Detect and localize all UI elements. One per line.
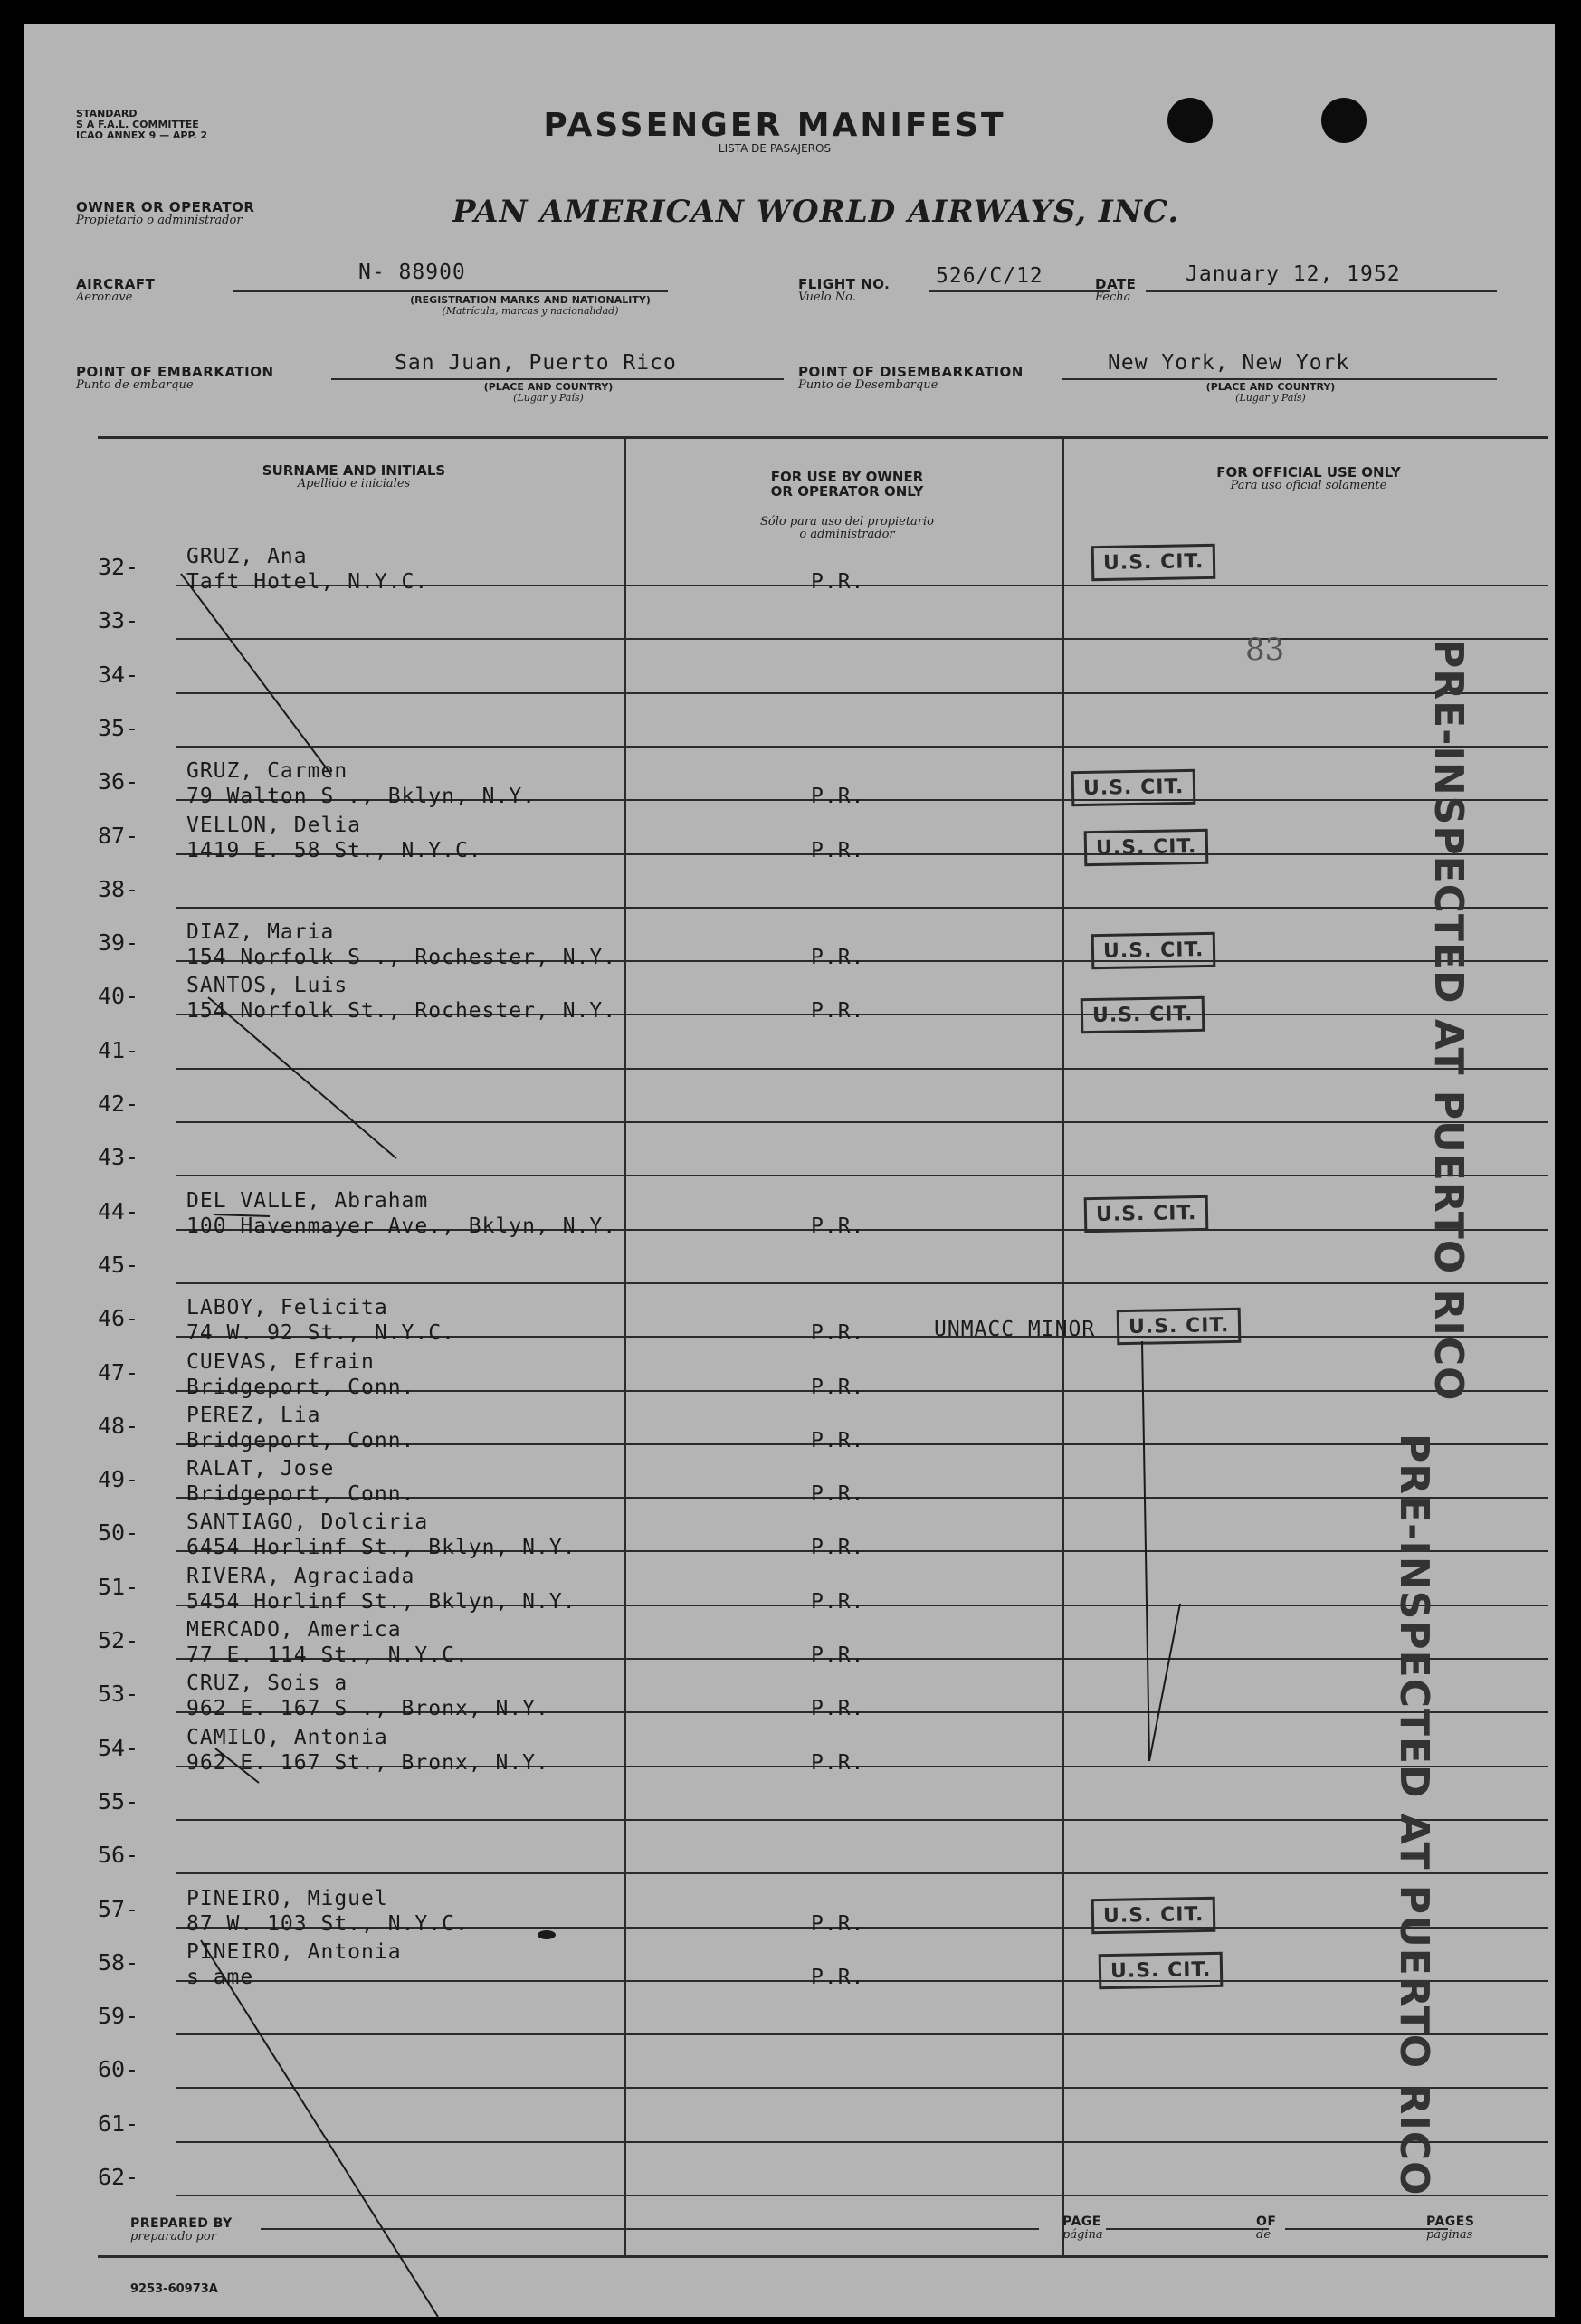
passenger-address: 6454 Horlinf St., Bklyn, N.Y. xyxy=(186,1536,576,1560)
row-number: 42- xyxy=(98,1091,139,1117)
official-header: FOR OFFICIAL USE ONLY xyxy=(1216,464,1401,481)
row-number: 87- xyxy=(98,822,139,849)
date-label: DATE xyxy=(1095,276,1137,292)
prepared-by-underline xyxy=(261,2228,1039,2230)
row-number: 60- xyxy=(98,2056,139,2083)
remark-note: UNMACC MINOR xyxy=(934,1318,1096,1342)
strike-line xyxy=(214,1214,270,1216)
origin-code: P.R. xyxy=(811,1428,865,1452)
pages-label-es: páginas xyxy=(1426,2228,1473,2242)
origin-code: P.R. xyxy=(811,1482,865,1507)
passenger-name: MERCADO, America xyxy=(186,1618,402,1642)
passenger-address: 154 Norfolk S ., Rochester, N.Y. xyxy=(186,946,617,970)
origin-code: P.R. xyxy=(811,1750,865,1775)
disembark-label-es: Punto de Desembarque xyxy=(798,378,938,392)
row-number: 43- xyxy=(98,1144,139,1171)
of-label-block xyxy=(1256,2215,1276,2242)
operator-name: PAN AMERICAN WORLD AIRWAYS, INC. xyxy=(452,194,1180,230)
date-value: January 12, 1952 xyxy=(1186,262,1401,286)
citizenship-stamp: U.S. CIT. xyxy=(1081,996,1205,1033)
row-number: 56- xyxy=(98,1842,139,1869)
passenger-address: Bridgeport, Conn. xyxy=(186,1482,415,1507)
strike-line xyxy=(181,574,331,775)
row-number: 40- xyxy=(98,983,139,1010)
date-label-es: Fecha xyxy=(1095,290,1131,304)
blank-row-strike-marks xyxy=(24,24,1555,2317)
strike-line xyxy=(1149,1604,1180,1761)
citizenship-stamp: U.S. CIT. xyxy=(1099,1952,1224,1989)
strike-line xyxy=(215,1748,259,1783)
passenger-name: PINEIRO, Antonia xyxy=(186,1939,402,1964)
passenger-address: 1419 E. 58 St., N.Y.C. xyxy=(186,838,482,862)
row-number: 51- xyxy=(98,1573,139,1600)
pre-inspected-stamp: PRE-INSPECTED AT PUERTO RICO xyxy=(1391,1433,1437,2196)
passenger-address: 154 Norfolk St., Rochester, N.Y. xyxy=(186,999,617,1024)
row-number: 38- xyxy=(98,875,139,902)
pages-label: PAGES xyxy=(1426,2214,1475,2229)
passenger-address: Bridgeport, Conn. xyxy=(186,1428,415,1452)
owner-use-header: FOR USE BY OWNER OR OPERATOR ONLY xyxy=(770,469,924,500)
passenger-name: CRUZ, Sois a xyxy=(186,1672,348,1696)
page-title: PASSENGER MANIFEST xyxy=(543,107,1006,144)
origin-code: P.R. xyxy=(811,838,865,862)
origin-code: P.R. xyxy=(811,1214,865,1238)
aircraft-value: N- 88900 xyxy=(358,261,466,284)
row-number: 62- xyxy=(98,2164,139,2190)
page-count-mark: 83 xyxy=(1245,632,1285,668)
ink-blot xyxy=(538,1930,556,1939)
row-number: 44- xyxy=(98,1197,139,1224)
surname-header-es: Apellido e iniciales xyxy=(297,477,411,491)
passenger-name: SANTOS, Luis xyxy=(186,974,348,998)
citizenship-stamp: U.S. CIT. xyxy=(1091,544,1216,581)
row-number: 34- xyxy=(98,661,139,688)
row-number: 35- xyxy=(98,714,139,741)
row-number: 48- xyxy=(98,1412,139,1439)
surname-header: SURNAME AND INITIALS xyxy=(262,462,446,479)
prepared-by-label-es: preparado por xyxy=(130,2230,216,2243)
owner-use-header-es: Sólo para uso del propietario o administrador xyxy=(759,515,935,541)
passenger-address: 77 E. 114 St., N.Y.C. xyxy=(186,1643,469,1667)
flight-value: 526/C/12 xyxy=(936,264,1043,288)
row-number: 61- xyxy=(98,2110,139,2137)
origin-code: P.R. xyxy=(811,1589,865,1614)
place-caption-es: (Lugar y País) xyxy=(513,392,584,404)
row-number: 59- xyxy=(98,2003,139,2030)
form-ref-line: S A F.A.L. COMMITTEE xyxy=(76,119,199,130)
origin-code: P.R. xyxy=(811,946,865,970)
origin-code: P.R. xyxy=(811,999,865,1024)
row-number: 49- xyxy=(98,1466,139,1493)
origin-code: P.R. xyxy=(811,1375,865,1399)
strike-line xyxy=(1142,1341,1149,1761)
passenger-name: DEL VALLE, Abraham xyxy=(186,1188,429,1213)
of-label: OF xyxy=(1256,2214,1277,2229)
owner-label-es: Propietario o administrador xyxy=(76,214,243,227)
passenger-name: CUEVAS, Efrain xyxy=(186,1349,375,1374)
page-label-es: página xyxy=(1062,2228,1103,2242)
passenger-address: 5454 Horlinf St., Bklyn, N.Y. xyxy=(186,1589,576,1614)
page-label-block xyxy=(1062,2215,1103,2242)
passenger-name: LABOY, Felicita xyxy=(186,1296,388,1320)
page-label: PAGE xyxy=(1062,2214,1101,2229)
citizenship-stamp: U.S. CIT. xyxy=(1091,1896,1216,1933)
place-caption-es: (Lugar y País) xyxy=(1235,392,1306,404)
passenger-address: 79 Walton S ., Bklyn, N.Y. xyxy=(186,785,537,809)
origin-code: P.R. xyxy=(811,1643,865,1667)
disembark-label: POINT OF DISEMBARKATION xyxy=(798,364,1024,380)
row-number: 54- xyxy=(98,1734,139,1761)
passenger-name: VELLON, Delia xyxy=(186,813,362,837)
passenger-name: PINEIRO, Miguel xyxy=(186,1886,388,1910)
citizenship-stamp: U.S. CIT. xyxy=(1071,769,1196,806)
form-ref-line: ICAO ANNEX 9 — APP. 2 xyxy=(76,129,208,141)
origin-code: P.R. xyxy=(811,785,865,809)
origin-code: P.R. xyxy=(811,570,865,594)
passenger-address: Taft Hotel, N.Y.C. xyxy=(186,570,429,594)
passenger-address: 87 W. 103 St., N.Y.C. xyxy=(186,1911,469,1936)
row-number: 41- xyxy=(98,1036,139,1063)
row-number: 47- xyxy=(98,1358,139,1386)
passenger-name: RIVERA, Agraciada xyxy=(186,1564,415,1588)
form-ref-line: STANDARD xyxy=(76,108,138,119)
passenger-address: 962 E. 167 S ., Bronx, N.Y. xyxy=(186,1697,549,1721)
embark-label-es: Punto de embarque xyxy=(76,378,194,392)
aircraft-label: AIRCRAFT xyxy=(76,276,156,292)
origin-code: P.R. xyxy=(811,1965,865,1989)
row-number: 53- xyxy=(98,1681,139,1708)
passenger-address: s ame xyxy=(186,1965,254,1989)
row-number: 57- xyxy=(98,1895,139,1922)
embark-label: POINT OF EMBARKATION xyxy=(76,364,274,380)
passenger-name: CAMILO, Antonia xyxy=(186,1725,388,1749)
place-caption-en: (PLACE AND COUNTRY) xyxy=(1205,381,1336,393)
row-number: 32- xyxy=(98,554,139,580)
page-underline xyxy=(1106,2228,1269,2230)
official-header-es: Para uso oficial solamente xyxy=(1230,479,1387,492)
registration-caption-es: (Matrícula, marcas y nacionalidad) xyxy=(442,305,619,317)
citizenship-stamp: U.S. CIT. xyxy=(1084,1195,1209,1232)
pre-inspected-stamp: PRE-INSPECTED AT PUERTO RICO xyxy=(1425,639,1471,1402)
passenger-name: GRUZ, Carmen xyxy=(186,759,348,784)
flight-label: FLIGHT NO. xyxy=(798,276,891,292)
prepared-by-block xyxy=(130,2217,233,2243)
page-title-es: LISTA DE PASAJEROS xyxy=(718,142,832,155)
strike-line xyxy=(208,997,396,1158)
passenger-address: 962 E. 167 St., Bronx, N.Y. xyxy=(186,1750,549,1775)
row-number: 46- xyxy=(98,1305,139,1332)
origin-code: P.R. xyxy=(811,1536,865,1560)
passenger-name: GRUZ, Ana xyxy=(186,545,308,568)
row-number: 33- xyxy=(98,607,139,634)
row-number: 52- xyxy=(98,1627,139,1653)
passenger-name: PEREZ, Lia xyxy=(186,1403,321,1427)
passenger-address: 74 W. 92 St., N.Y.C. xyxy=(186,1321,455,1346)
of-label-es: de xyxy=(1256,2228,1271,2242)
citizenship-stamp: U.S. CIT. xyxy=(1084,828,1209,865)
origin-code: P.R. xyxy=(811,1697,865,1721)
origin-code: P.R. xyxy=(811,1321,865,1346)
row-number: 45- xyxy=(98,1251,139,1278)
flight-label-es: Vuelo No. xyxy=(798,290,856,304)
prepared-by-label: PREPARED BY xyxy=(130,2216,233,2231)
row-number: 58- xyxy=(98,1948,139,1976)
owner-label: OWNER OR OPERATOR xyxy=(76,199,255,215)
disembark-value: New York, New York xyxy=(1108,351,1350,375)
row-number: 55- xyxy=(98,1787,139,1814)
pages-label-block xyxy=(1426,2215,1474,2242)
aircraft-label-es: Aeronave xyxy=(76,290,133,304)
citizenship-stamp: U.S. CIT. xyxy=(1091,932,1216,969)
row-number: 39- xyxy=(98,929,139,957)
passenger-address: 100 Havenmayer Ave., Bklyn, N.Y. xyxy=(186,1214,617,1238)
strike-line xyxy=(201,1940,438,2317)
place-caption-en: (PLACE AND COUNTRY) xyxy=(483,381,614,393)
passenger-name: DIAZ, Maria xyxy=(186,920,335,945)
manifest-sheet xyxy=(24,24,1555,2317)
origin-code: P.R. xyxy=(811,1911,865,1936)
passenger-name: SANTIAGO, Dolciria xyxy=(186,1510,429,1535)
passenger-name: RALAT, Jose xyxy=(186,1457,335,1481)
citizenship-stamp: U.S. CIT. xyxy=(1117,1308,1242,1345)
of-underline xyxy=(1285,2228,1448,2230)
passenger-address: Bridgeport, Conn. xyxy=(186,1375,415,1399)
row-number: 50- xyxy=(98,1519,139,1547)
form-number: 9253-60973A xyxy=(130,2282,218,2296)
registration-caption-en: (REGISTRATION MARKS AND NATIONALITY) xyxy=(410,294,651,306)
embark-value: San Juan, Puerto Rico xyxy=(395,351,677,375)
row-number: 36- xyxy=(98,768,139,795)
